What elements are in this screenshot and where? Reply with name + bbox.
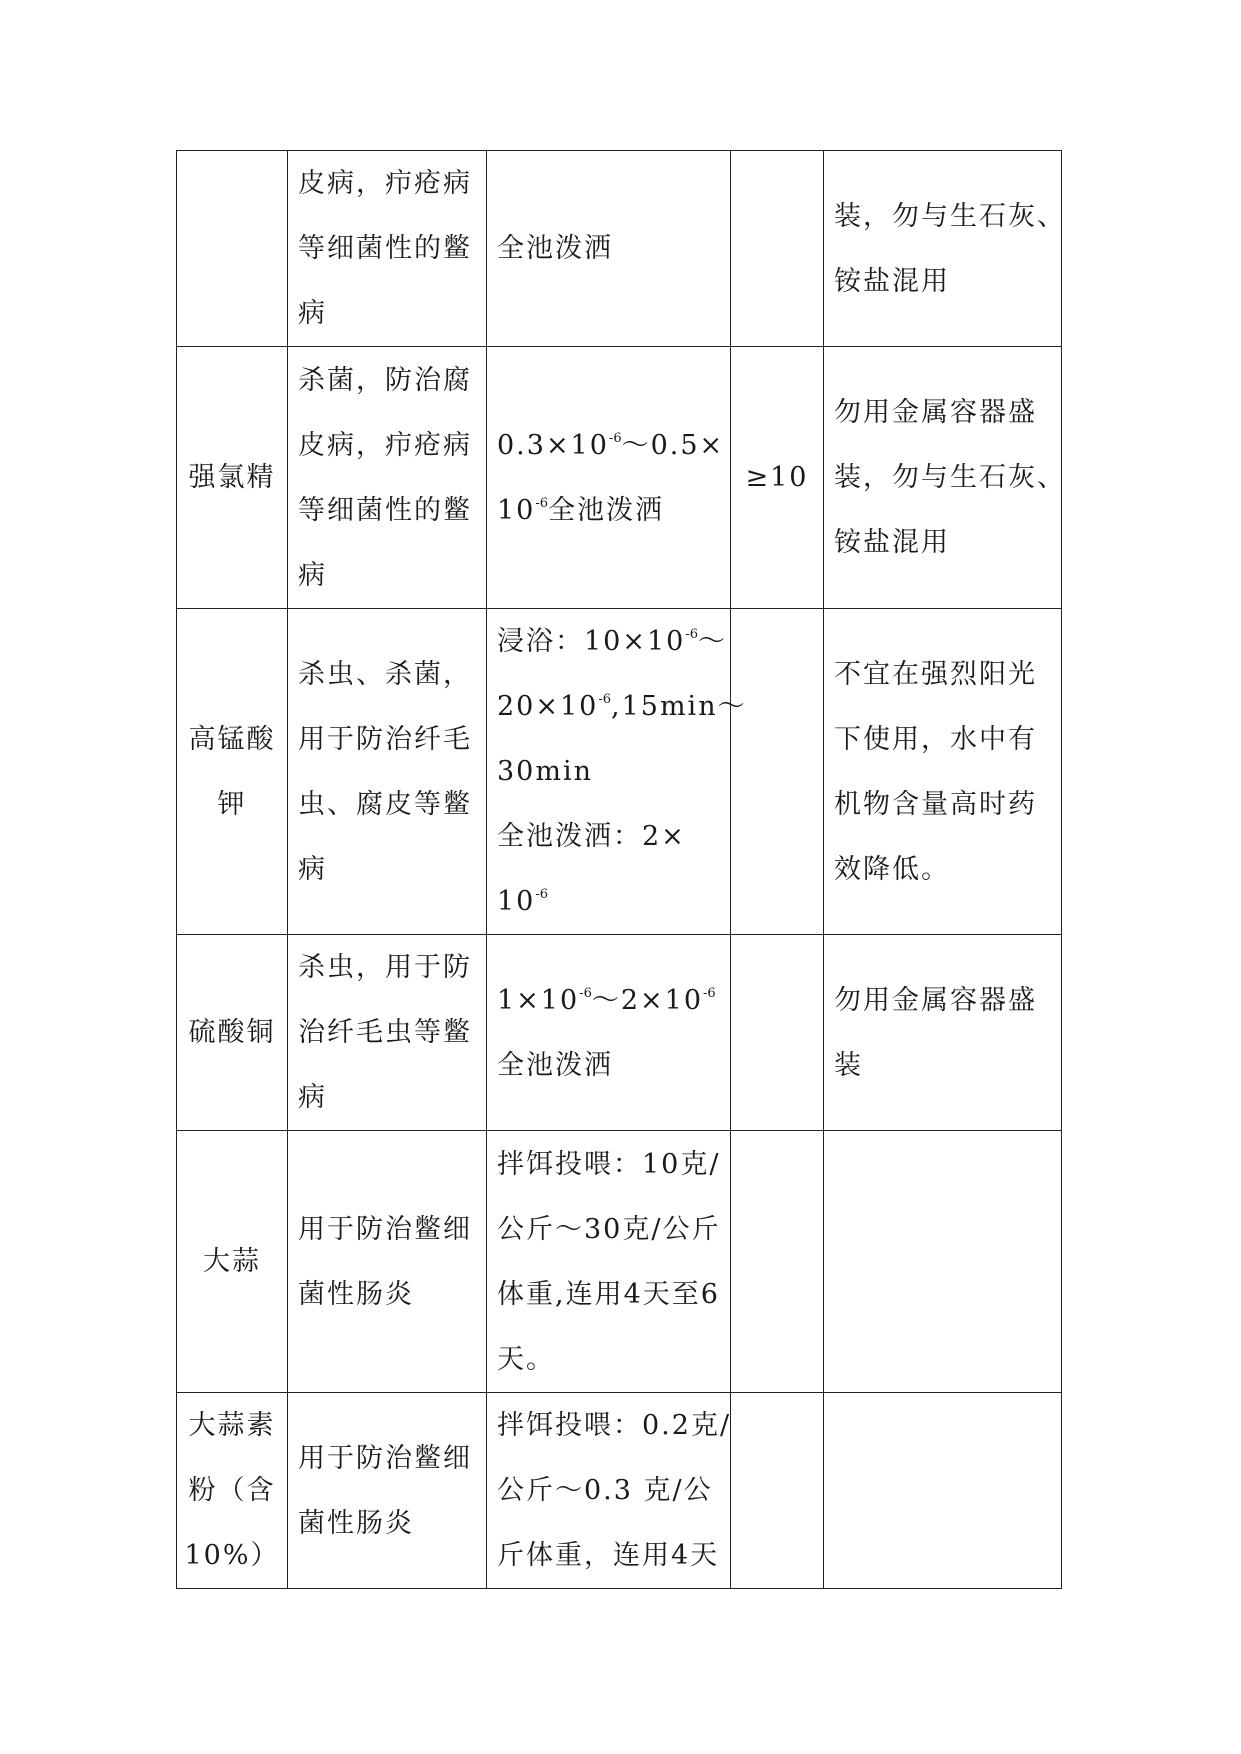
table-body: [177, 151, 1066, 1589]
cell-withdrawal-days: [731, 1131, 824, 1393]
cell-text-line: 菌性肠炎: [298, 1507, 414, 1539]
cell-notes: [824, 935, 1062, 1131]
cell-notes: [824, 1131, 1062, 1393]
cell-dosage: [487, 609, 747, 935]
cell-usage: [288, 609, 487, 935]
cell-text-line: ≥10: [745, 462, 809, 493]
cell-text-line: 杀虫，用于防: [298, 952, 472, 983]
cell-text-line: 拌饵投喂：0.2克/: [497, 1410, 732, 1441]
cell-drug-name: [177, 609, 288, 935]
cell-text-line: 装: [834, 1049, 863, 1081]
cell-withdrawal-days: [731, 1393, 824, 1589]
cell-text-line: 强氯精: [188, 462, 276, 493]
cell-text-line: 全池泼洒: [497, 1049, 613, 1081]
cell-withdrawal-days: [731, 347, 824, 609]
cell-withdrawal-days: [731, 609, 824, 935]
cell-text-line: 粉（含: [188, 1475, 276, 1506]
table-row: [177, 151, 1062, 347]
cell-text-line: 病: [298, 559, 327, 591]
cell-text-line: 体重,连用4天至6: [497, 1278, 720, 1310]
cell-withdrawal-days: [731, 151, 824, 347]
cell-text-line: 浸浴：$10\times 10^{-6}\sim$: [497, 626, 728, 657]
cell-text-line: 下使用，水中有: [834, 723, 1037, 755]
table-row: [177, 1131, 1062, 1393]
cell-text-line: 菌性肠炎: [298, 1278, 414, 1310]
cell-dosage: [487, 151, 731, 347]
cell-text-line: 全池泼洒：2×: [497, 821, 686, 852]
cell-text-line: 钾: [217, 788, 247, 820]
cell-text-line: 治纤毛虫等鳖: [298, 1017, 472, 1048]
cell-notes: [824, 609, 1062, 935]
cell-text-line: 皮病，疖疮病: [298, 429, 472, 461]
cell-withdrawal-days: [731, 935, 824, 1131]
cell-dosage: [487, 935, 731, 1131]
drug-usage-table: [176, 150, 1066, 1589]
cell-text-line: 病: [298, 1082, 327, 1113]
cell-usage: [288, 1131, 487, 1393]
cell-text-line: 全池泼洒: [497, 233, 613, 264]
cell-notes: [824, 151, 1066, 347]
cell-text-line: 装，勿与生石灰、: [834, 200, 1066, 232]
cell-drug-name: [177, 151, 288, 347]
cell-text-line: 皮病，疖疮病: [298, 168, 472, 199]
cell-text-line: 30min: [497, 756, 593, 787]
cell-usage: [288, 347, 487, 609]
cell-notes: [824, 1393, 1062, 1589]
cell-usage: [288, 151, 487, 347]
cell-text-line: 用于防治鳖细: [298, 1442, 472, 1474]
cell-text-line: $0.3\times 10^{-6}\sim 0.5\times$: [497, 429, 725, 461]
cell-text-line: 装，勿与生石灰、: [834, 462, 1066, 493]
cell-usage: [288, 1393, 487, 1589]
cell-text-line: 大蒜: [203, 1246, 261, 1277]
cell-text-line: $10^{-6}$全池泼洒: [497, 494, 665, 526]
cell-drug-name: [177, 1131, 288, 1393]
cell-text-line: 勿用金属容器盛: [834, 984, 1037, 1016]
cell-text-line: 不宜在强烈阳光: [834, 658, 1037, 690]
cell-text-line: $1\times 10^{-6}\sim 2\times 10^{-6}$: [497, 984, 716, 1016]
cell-text-line: 病: [298, 853, 327, 885]
table-row: [177, 347, 1062, 609]
cell-text-line: 铵盐混用: [834, 265, 950, 297]
table-row: [177, 1393, 1062, 1589]
cell-notes: [824, 347, 1066, 609]
cell-text-line: 天。: [497, 1343, 555, 1375]
cell-text-line: 铵盐混用: [834, 527, 950, 558]
cell-text-line: 勿用金属容器盛: [834, 397, 1037, 428]
cell-text-line: 机物含量高时药: [834, 788, 1037, 820]
table-row: [177, 935, 1062, 1131]
cell-text-line: 10%）: [184, 1540, 280, 1571]
cell-text-line: 斤体重，连用4天: [497, 1540, 720, 1571]
cell-text-line: 硫酸铜: [188, 1017, 276, 1048]
cell-text-line: 用于防治纤毛: [298, 723, 472, 755]
cell-drug-name: [177, 935, 288, 1131]
cell-text-line: 等细菌性的鳖: [298, 494, 472, 526]
cell-text-line: 大蒜素: [188, 1410, 276, 1441]
cell-drug-name: [177, 347, 288, 609]
cell-dosage: [487, 347, 731, 609]
cell-text-line: 等细菌性的鳖: [298, 233, 472, 264]
cell-text-line: 高锰酸: [188, 723, 276, 755]
cell-text-line: $10^{-6}$: [497, 886, 549, 917]
cell-text-line: $20\times 10^{-6},15\min\sim$: [497, 691, 747, 722]
cell-drug-name: [177, 1393, 288, 1589]
cell-text-line: 杀菌，防治腐: [298, 364, 472, 396]
cell-text-line: 杀虫、杀菌，: [298, 658, 472, 690]
cell-usage: [288, 935, 487, 1131]
cell-text-line: 拌饵投喂：10克/: [497, 1148, 721, 1180]
cell-text-line: 公斤～0.3 克/公: [497, 1475, 713, 1506]
cell-text-line: 效降低。: [834, 853, 950, 885]
cell-dosage: [487, 1393, 731, 1589]
table-row: [177, 609, 1062, 935]
cell-text-line: 病: [298, 298, 327, 329]
cell-text-line: 用于防治鳖细: [298, 1213, 472, 1245]
cell-text-line: 公斤～30克/公斤: [497, 1213, 721, 1245]
cell-text-line: 虫、腐皮等鳖: [298, 788, 472, 820]
cell-dosage: [487, 1131, 731, 1393]
